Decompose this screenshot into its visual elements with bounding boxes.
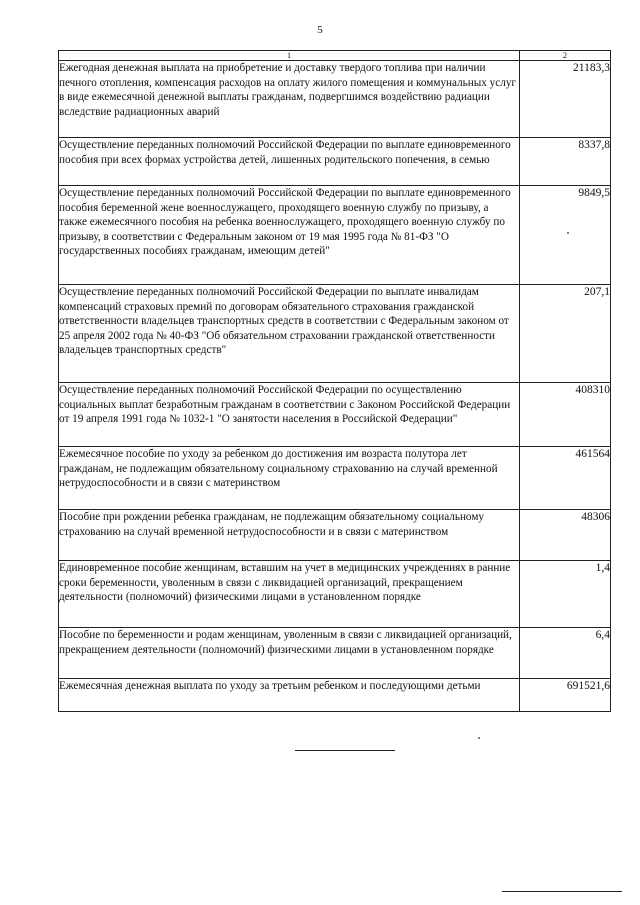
row-description: Пособие при рождении ребенка гражданам, не подлежащим обязательному социальному страхованию на случай временной нетрудоспособности и в связи с материнством <box>59 510 520 561</box>
row-amount: 6,4 <box>520 628 611 679</box>
page-number: 5 <box>317 24 323 36</box>
table-row <box>59 383 611 447</box>
row-description: Осуществление переданных полномочий Российской Федерации по выплате единовременного пособия при всех формах устройства детей, лишенных родительского попечения, в семью <box>59 138 520 186</box>
row-description: Осуществление переданных полномочий Российской Федерации по выплате инвалидам компенсаций страховых премий по договорам обязательного страхования гражданской ответственности владельцев транспортных средств в соответствии с Федеральным законом от 25 апреля 2002 года № 40-ФЗ "Об обязательном страховании гражданской ответственности владельцев транспортных средств" <box>59 285 520 383</box>
row-description: Осуществление переданных полномочий Российской Федерации по осуществлению социальных выплат безработным гражданам в соответствии с Законом Российской Федерации от 19 апреля 1991 года № 1032-1 "О занятости населения в Российской Федерации" <box>59 383 520 447</box>
row-description: Ежемесячная денежная выплата по уходу за третьим ребенком и последующими детьми <box>59 679 520 712</box>
row-amount: 207,1 <box>520 285 611 383</box>
table-row <box>59 285 611 383</box>
table-row <box>59 628 611 679</box>
row-amount: 21183,3 <box>520 61 611 138</box>
end-divider-line <box>295 750 395 751</box>
table-row <box>59 61 611 138</box>
column-header-description: 1 <box>59 51 520 61</box>
row-amount: 1,4 <box>520 561 611 628</box>
row-description: Ежегодная денежная выплата на приобретение и доставку твердого топлива при наличии печного отопления, компенсация расходов на оплату жилого помещения и коммунальных услуг в виде ежемесячной денежной выплаты гражданам, подвергшимся воздействию радиации вследствие радиационных аварий <box>59 61 520 138</box>
column-header-row <box>59 51 611 61</box>
table-row <box>59 138 611 186</box>
footer-line <box>502 891 622 892</box>
table-row <box>59 561 611 628</box>
budget-table <box>58 50 611 712</box>
row-amount: 48306 <box>520 510 611 561</box>
row-amount: 9849,5 <box>520 186 611 285</box>
column-header-amount: 2 <box>520 51 611 61</box>
row-description: Единовременное пособие женщинам, вставшим на учет в медицинских учреждениях в ранние сроки беременности, уволенным в связи с ликвидацией организаций, прекращением деятельности (полномочий) физическими лицами в установленном порядке <box>59 561 520 628</box>
table-row <box>59 186 611 285</box>
row-amount: 691521,6 <box>520 679 611 712</box>
row-description: Осуществление переданных полномочий Российской Федерации по выплате единовременного пособия беременной жене военнослужащего, проходящего военную службу по призыву, а также ежемесячного пособия на ребенка военнослужащего, проходящего военную службу по призыву, в соответствии с Федеральным законом от 19 мая 1995 года № 81-ФЗ "О государственных пособиях гражданам, имеющим детей" <box>59 186 520 285</box>
row-amount: 461564 <box>520 447 611 510</box>
row-description: Пособие по беременности и родам женщинам, уволенным в связи с ликвидацией организаций, прекращением деятельности (полномочий) физическими лицами в установленном порядке <box>59 628 520 679</box>
row-amount: 408310 <box>520 383 611 447</box>
table-row <box>59 679 611 712</box>
scan-speck <box>478 737 480 739</box>
scan-speck <box>567 232 569 234</box>
row-amount: 8337,8 <box>520 138 611 186</box>
row-description: Ежемесячное пособие по уходу за ребенком до достижения им возраста полутора лет гражданам, не подлежащим обязательному социальному страхованию на случай временной нетрудоспособности и в связи с материнством <box>59 447 520 510</box>
table-row <box>59 447 611 510</box>
table-row <box>59 510 611 561</box>
